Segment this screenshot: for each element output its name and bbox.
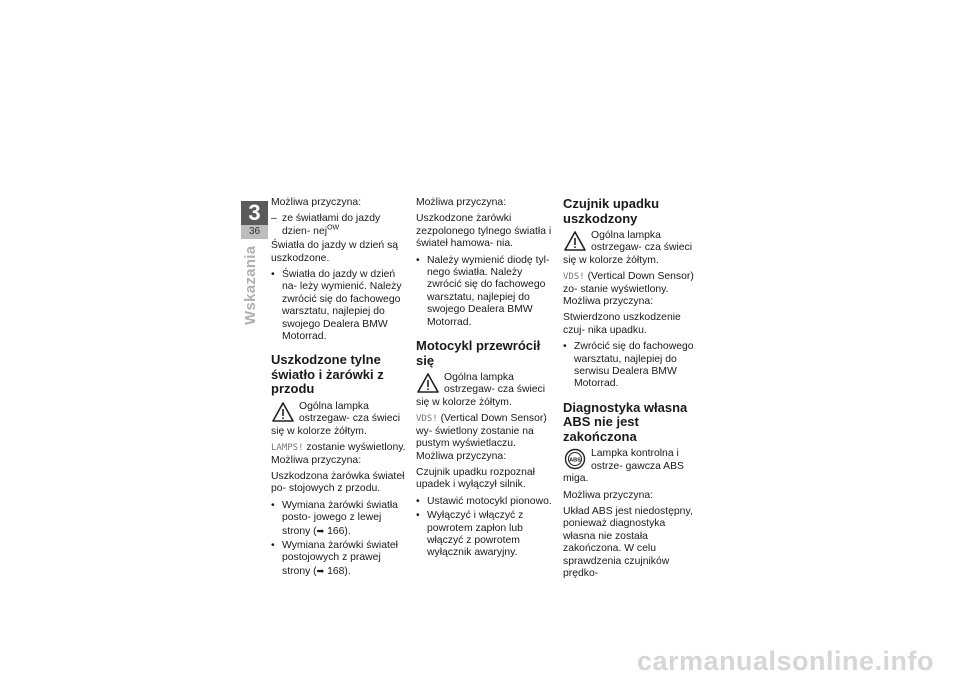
arrow-right-icon: ➡ [316, 565, 325, 576]
paragraph [416, 413, 552, 463]
bullet-marker: • [271, 269, 275, 281]
warning-text: Ogólna lampka ostrzegaw- cza świeci się w kolorze żółtym. [271, 400, 401, 437]
arrow-right-icon: ➡ [316, 525, 325, 536]
list-item-text: Wyłączyć i włączyć z powrotem zapłon lub włączyć z powrotem wyłącznik awaryjny. [427, 510, 524, 559]
cause-label: Możliwa przyczyna: [416, 450, 507, 462]
bullet-marker: • [271, 540, 275, 552]
bullet-marker: • [563, 341, 567, 353]
list-item [416, 510, 552, 560]
chapter-number: 3 [241, 201, 268, 225]
paragraph [563, 271, 699, 308]
warning-triangle-icon [271, 401, 295, 423]
list-item-text: Zwrócić się do fachowego warsztatu, najlepiej do serwisu Dealera BMW Motorrad. [574, 341, 694, 390]
display-code: VDS! [563, 272, 585, 283]
abs-text: Lampka kontrolna i ostrze- gawcza ABS miga. [563, 448, 684, 485]
list-item [271, 269, 407, 343]
abs-icon-label: ABS [569, 457, 581, 464]
chapter-tab [241, 201, 268, 239]
list-item-text: Wymiana żarówki świateł postojowych z prawej strony ( [282, 540, 398, 577]
bullet-marker: • [271, 499, 275, 511]
list-item [416, 496, 552, 508]
section-heading: Czujnik upadku uszkodzony [563, 196, 660, 226]
page-number: 36 [241, 225, 268, 239]
page-ref: 166). [324, 525, 351, 537]
paragraph: Stwierdzono uszkodzenie czuj- nika upadku. [563, 312, 681, 336]
paragraph: Uszkodzone żarówki zezpolonego tylnego światła i świateł hamowa- nia. [416, 213, 552, 250]
column-3 [563, 197, 699, 584]
list-item [416, 255, 552, 329]
code-text: zostanie wyświetlony. [303, 442, 406, 454]
paragraph: Uszkodzona żarówka świateł po- stojowych z przodu. [271, 471, 405, 495]
column-1 [271, 197, 407, 580]
list-item [271, 540, 407, 578]
paragraph: Czujnik upadku rozpoznał upadek i wyłączył silnik. [416, 466, 535, 491]
paragraph [271, 442, 407, 467]
section-heading: Diagnostyka własna ABS nie jest zakończona [563, 399, 688, 444]
paragraph: Układ ABS jest niedostępny, ponieważ diagnostyka własna nie została zakończona. W celu sprawdzenia czujników prędko- [563, 506, 693, 580]
bullet-marker: • [416, 495, 420, 507]
list-item-text: Należy wymienić diodę tyl- nego światła. Należy zwrócić się do fachowego warsztatu, najlepiej do swojego Dealera BMW Motorrad. [427, 254, 550, 328]
display-code: LAMPS! [271, 443, 304, 454]
page-ref: 168). [324, 565, 351, 577]
warning-note [416, 372, 552, 409]
superscript: OW [327, 224, 340, 232]
section-label: Wskazania [242, 245, 259, 325]
warning-triangle-icon [416, 372, 440, 394]
bullet-marker: • [416, 254, 420, 266]
code-text: (Vertical Down Sensor) wy- świetlony zostanie na pustym wyświetlaczu. [416, 413, 547, 450]
section-heading: Uszkodzone tylne światło i żarówki z przodu [271, 352, 384, 397]
cause-label: Możliwa przyczyna: [563, 489, 654, 501]
list-item-text: Ustawić motocykl pionowo. [427, 495, 552, 507]
list-item-text: Wymiana żarówki światła posto- jowego z lewej strony ( [282, 499, 398, 537]
display-code: VDS! [416, 414, 438, 425]
warning-text: Ogólna lampka ostrzegaw- cza świeci się w kolorze żółtym. [416, 372, 546, 408]
bullet-marker: • [416, 510, 420, 522]
list-item [271, 213, 407, 238]
watermark: carmanualsonline.info [636, 646, 934, 676]
abs-lamp-icon [563, 448, 587, 470]
list-item [271, 500, 407, 538]
cause-label: Możliwa przyczyna: [271, 454, 362, 466]
dash-marker: – [271, 213, 277, 225]
cause-label: Możliwa przyczyna: [271, 197, 362, 208]
warning-triangle-icon [563, 230, 587, 252]
list-item-text: Światła do jazdy w dzień na- leży wymienić. Należy zwrócić się do fachowego warsztatu, najlepiej do swojego Dealera BMW Motorrad. [282, 269, 402, 343]
column-2 [416, 197, 552, 562]
abs-note [563, 448, 699, 485]
list-item [563, 341, 699, 391]
section-heading: Motocykl przewrócił się [416, 338, 541, 368]
warning-note [271, 401, 407, 438]
code-text: (Vertical Down Sensor) zo- stanie wyświetlony. [563, 271, 694, 295]
list-item-text: ze światłami do jazdy dzien- nej [282, 213, 381, 237]
warning-note [563, 230, 699, 267]
cause-label: Możliwa przyczyna: [416, 197, 507, 208]
paragraph: Światła do jazdy w dzień są uszkodzone. [271, 240, 399, 264]
cause-label: Możliwa przyczyna: [563, 296, 654, 308]
warning-text: Ogólna lampka ostrzegaw- cza świeci się w kolorze żółtym. [563, 230, 693, 266]
